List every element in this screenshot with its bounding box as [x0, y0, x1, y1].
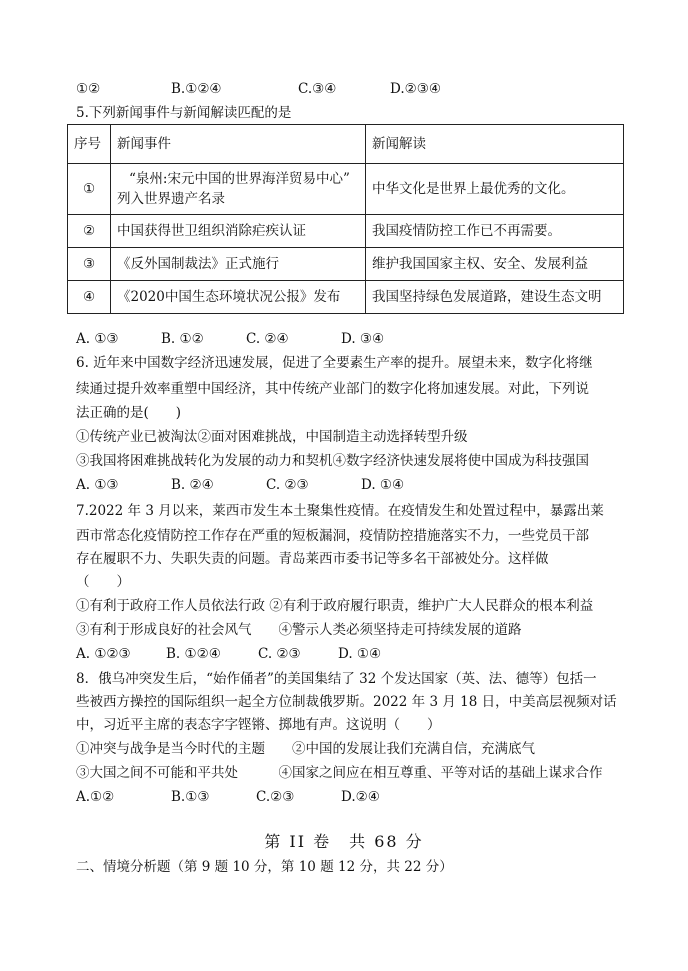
section-heading: 二、情境分析题（第 9 题 10 分，第 10 题 12 分，共 22 分）	[76, 859, 453, 875]
q8-option-a: A.①②	[76, 789, 115, 805]
q6-option-a: A. ①③	[76, 477, 119, 493]
q5-stem: 5.下列新闻事件与新闻解读匹配的是	[76, 105, 292, 121]
row-reading: 中华文化是世界上最优秀的文化。	[366, 164, 624, 215]
q4-option-b: B.①②④	[171, 81, 222, 97]
q8-option-d: D.②④	[341, 789, 380, 805]
q7-option-c: C. ②③	[258, 646, 301, 662]
q5-option-c: C. ②④	[246, 331, 289, 347]
q6-options	[76, 476, 404, 494]
q8-line: 些被西方操控的国际组织一起全方位制裁俄罗斯。2022 年 3 月 18 日，中美高层视频对话	[76, 694, 617, 710]
header-no: 序号	[68, 125, 111, 164]
table-row	[68, 164, 624, 215]
q8-options	[76, 788, 380, 806]
row-no: ④	[68, 281, 111, 314]
q7-option-a: A. ①②③	[76, 646, 131, 662]
row-event: 《2020中国生态环境状况公报》发布	[111, 281, 366, 314]
q7-options	[76, 645, 381, 663]
header-reading: 新闻解读	[366, 125, 624, 164]
row-reading: 我国坚持绿色发展道路，建设生态文明	[366, 281, 624, 314]
row-reading: 维护我国国家主权、安全、发展利益	[366, 248, 624, 281]
q4-option-c: C.③④	[298, 81, 337, 97]
q7-option-d: D. ①④	[338, 646, 382, 662]
row-event: 中国获得世卫组织消除疟疾认证	[111, 215, 366, 248]
row-event	[111, 164, 366, 215]
table-header-row	[68, 125, 624, 164]
q7-line: ③有利于形成良好的社会风气 ④警示人类必须坚持走可持续发展的道路	[76, 622, 522, 638]
header-event: 新闻事件	[111, 125, 366, 164]
row-event: 《反外国制裁法》正式施行	[111, 248, 366, 281]
q6-option-d: D. ①④	[361, 477, 405, 493]
q4-option-d: D.②③④	[390, 81, 441, 97]
row-no: ②	[68, 215, 111, 248]
row-no: ①	[68, 164, 111, 215]
q6-option-c: C. ②③	[266, 477, 309, 493]
q7-line: ①有利于政府工作人员依法行政 ②有利于政府履行职责，维护广大人民群众的根本利益	[76, 598, 594, 614]
q5-options	[76, 330, 384, 348]
q7-line: 西市常态化疫情防控工作存在严重的短板漏洞，疫情防控措施落实不力，一些党员干部	[76, 528, 589, 544]
q5-option-b: B. ①②	[161, 331, 204, 347]
row-event-line2: 列入世界遗产名录	[117, 191, 225, 207]
q7-option-b: B. ①②④	[166, 646, 221, 662]
row-reading: 我国疫情防控工作已不再需要。	[366, 215, 624, 248]
table-row	[68, 248, 624, 281]
q6-line: 续通过提升效率重塑中国经济，其中传统产业部门的数字化将加速发展。对此，下列说	[76, 381, 589, 397]
q5-option-a: A. ①③	[76, 331, 119, 347]
table-row	[68, 281, 624, 314]
q8-option-c: C.②③	[256, 789, 295, 805]
q4-options	[76, 80, 441, 98]
q8-line: 中，习近平主席的表态字字铿锵、掷地有声。这说明（ ）	[76, 717, 441, 733]
row-no: ③	[68, 248, 111, 281]
q6-line: ①传统产业已被淘汰②面对困难挑战，中国制造主动选择转型升级	[76, 429, 468, 445]
q5-option-d: D. ③④	[341, 331, 385, 347]
q8-line: ③大国之间不可能和平共处 ④国家之间应在相互尊重、平等对话的基础上谋求合作	[76, 765, 603, 781]
q8-line: 8．俄乌冲突发生后，“始作俑者”的美国集结了 32 个发达国家（英、法、德等）包括一	[76, 671, 597, 687]
table-row	[68, 215, 624, 248]
news-table	[67, 124, 624, 314]
q7-line: （ ）	[76, 574, 130, 590]
q6-option-b: B. ②④	[171, 477, 214, 493]
section-title: 第 II 卷 共 68 分	[264, 832, 424, 851]
q6-line: 法正确的是( )	[76, 405, 182, 421]
q4-option-a: ①②	[76, 81, 101, 97]
q7-line: 7.2022 年 3 月以来，莱西市发生本土聚集性疫情。在疫情发生和处置过程中，暴露出莱	[76, 503, 604, 519]
row-event-line1: “泉州:宋元中国的世界海洋贸易中心”	[129, 171, 350, 187]
q6-line: 6. 近年来中国数字经济迅速发展，促进了全要素生产率的提升。展望未来，数字化将继	[76, 355, 593, 371]
q8-line: ①冲突与战争是当今时代的主题 ②中国的发展让我们充满自信，充满底气	[76, 741, 535, 757]
q8-option-b: B.①③	[171, 789, 210, 805]
q6-line: ③我国将困难挑战转化为发展的动力和契机④数字经济快速发展将使中国成为科技强国	[76, 453, 589, 469]
q7-line: 存在履职不力、失职失责的问题。青岛莱西市委书记等多名干部被处分。这样做	[76, 551, 549, 567]
